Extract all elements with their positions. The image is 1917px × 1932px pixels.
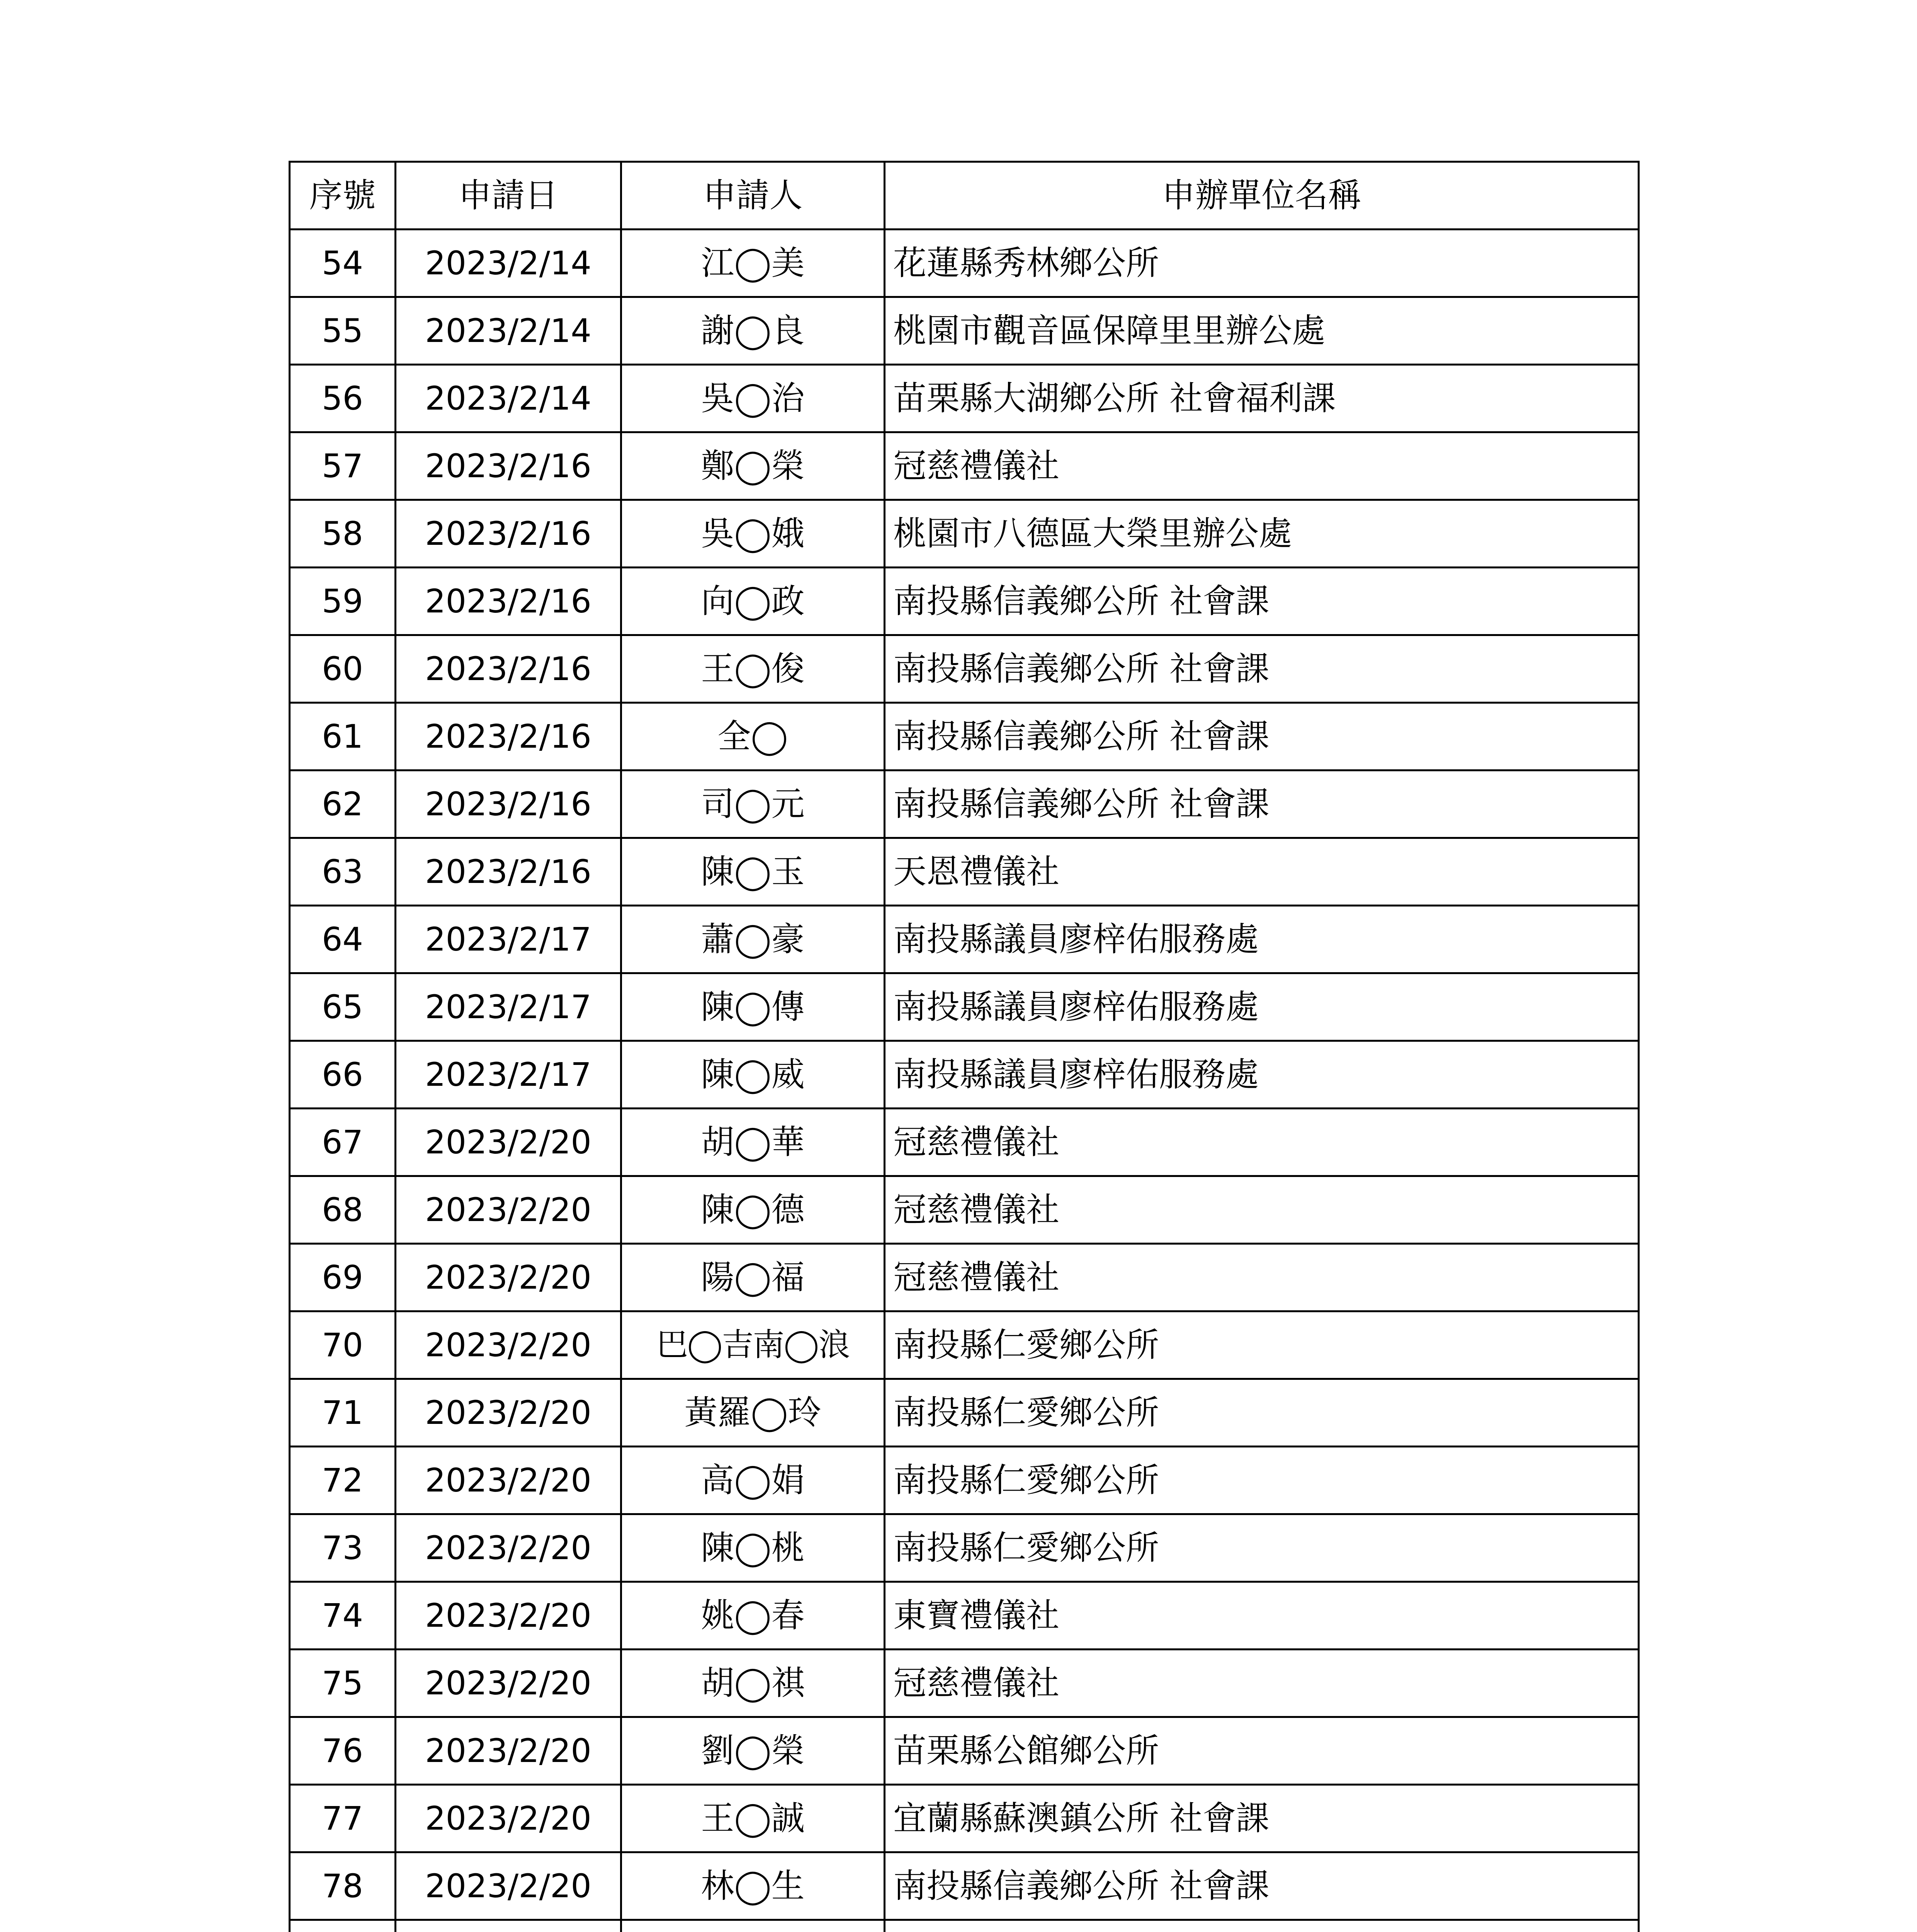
cell-date: 2023/2/20 [396, 1176, 621, 1244]
cell-date: 2023/2/17 [396, 973, 621, 1041]
cell-unit: 苗栗縣大湖鄉公所 社會福利課 [885, 365, 1639, 432]
table-row [290, 635, 1639, 703]
cell-applicant: 巴◯吉南◯浪 [621, 1311, 885, 1379]
cell-date: 2023/2/20 [396, 1514, 621, 1582]
table-row [290, 500, 1639, 568]
cell-seq: 61 [290, 703, 396, 770]
cell-date: 2023/2/16 [396, 568, 621, 635]
cell-seq: 69 [290, 1244, 396, 1311]
cell-applicant: 蕭◯豪 [621, 906, 885, 973]
cell-applicant: 謝◯良 [621, 297, 885, 365]
cell-seq: 66 [290, 1041, 396, 1109]
cell-unit: 桃園市觀音區保障里里辦公處 [885, 297, 1639, 365]
cell-seq: 57 [290, 432, 396, 500]
table-row [290, 770, 1639, 838]
cell-seq: 74 [290, 1582, 396, 1650]
cell-applicant: 姚◯春 [621, 1582, 885, 1650]
cell-applicant: 劉◯榮 [621, 1717, 885, 1785]
cell-applicant: 司◯元 [621, 770, 885, 838]
cell-seq: 67 [290, 1109, 396, 1176]
table-row [290, 1244, 1639, 1311]
table-row [290, 1650, 1639, 1717]
cell-date: 2023/2/14 [396, 297, 621, 365]
cell-applicant: 王◯誠 [621, 1785, 885, 1852]
cell-unit: 天恩禮儀社 [885, 838, 1639, 906]
table-row [290, 1582, 1639, 1650]
cell-date: 2023/2/20 [396, 1582, 621, 1650]
table-row [290, 568, 1639, 635]
cell-unit: 南投縣信義鄉公所 社會課 [885, 770, 1639, 838]
cell-seq: 65 [290, 973, 396, 1041]
cell-unit: 宜蘭縣蘇澳鎮公所 社會課 [885, 1785, 1639, 1852]
cell-seq: 77 [290, 1785, 396, 1852]
cell-applicant: 陳◯玉 [621, 838, 885, 906]
cell-seq: 64 [290, 906, 396, 973]
cell-date: 2023/2/20 [396, 1852, 621, 1920]
table-row [290, 906, 1639, 973]
cell-applicant: 吳◯治 [621, 365, 885, 432]
cell-seq: 78 [290, 1852, 396, 1920]
cell-applicant: 胡◯祺 [621, 1650, 885, 1717]
cell-seq: 60 [290, 635, 396, 703]
cell-seq: 68 [290, 1176, 396, 1244]
cell-applicant: 陳◯桃 [621, 1514, 885, 1582]
cell-applicant: 全◯ [621, 703, 885, 770]
table-row [290, 297, 1639, 365]
table-row [290, 230, 1639, 297]
cell-unit: 花蓮縣秀林鄉公所 [885, 230, 1639, 297]
cell-date: 2023/2/14 [396, 365, 621, 432]
cell-seq: 73 [290, 1514, 396, 1582]
cell-unit: 苗栗縣公館鄉公所 [885, 1717, 1639, 1785]
header-seq: 序號 [290, 162, 396, 230]
cell-date: 2023/2/16 [396, 838, 621, 906]
cell-seq: 55 [290, 297, 396, 365]
cell-unit: 南投縣議員廖梓佑服務處 [885, 1041, 1639, 1109]
cell-applicant: 陽◯福 [621, 1244, 885, 1311]
cell-applicant: 高◯娟 [621, 1447, 885, 1514]
cell-date: 2023/2/16 [396, 500, 621, 568]
cell-date: 2023/2/16 [396, 703, 621, 770]
cell-unit: 南投縣仁愛鄉公所 [885, 1311, 1639, 1379]
cell-seq: 63 [290, 838, 396, 906]
table-header-row [290, 162, 1639, 230]
cell-date: 2023/2/17 [396, 1041, 621, 1109]
table-row [290, 1176, 1639, 1244]
table-row [290, 365, 1639, 432]
cell-seq: 71 [290, 1379, 396, 1447]
cell-applicant: 向◯政 [621, 568, 885, 635]
cell-applicant: 黃羅◯玲 [621, 1379, 885, 1447]
cell-seq: 75 [290, 1650, 396, 1717]
table-row [290, 1109, 1639, 1176]
table-row [290, 703, 1639, 770]
cell-unit: 南投縣仁愛鄉公所 [885, 1447, 1639, 1514]
cell-unit: 南投縣信義鄉公所 社會課 [885, 1852, 1639, 1920]
cell-date: 2023/2/20 [396, 1311, 621, 1379]
cell-applicant: 胡◯華 [621, 1109, 885, 1176]
cell-unit: 冠慈禮儀社 [885, 1244, 1639, 1311]
cell-date: 2023/2/16 [396, 432, 621, 500]
table-row [290, 1379, 1639, 1447]
table-row [290, 1852, 1639, 1920]
cell-unit [885, 1920, 1639, 1932]
cell-unit: 冠慈禮儀社 [885, 1109, 1639, 1176]
cell-seq: 76 [290, 1717, 396, 1785]
table-row [290, 1920, 1639, 1932]
cell-applicant: 林◯生 [621, 1852, 885, 1920]
cell-unit: 南投縣信義鄉公所 社會課 [885, 635, 1639, 703]
cell-applicant: 陳◯威 [621, 1041, 885, 1109]
cell-unit: 南投縣仁愛鄉公所 [885, 1379, 1639, 1447]
table-row [290, 838, 1639, 906]
cell-date: 2023/2/16 [396, 635, 621, 703]
cell-applicant: 陳◯傳 [621, 973, 885, 1041]
cell-applicant: 陳◯德 [621, 1176, 885, 1244]
cell-unit: 冠慈禮儀社 [885, 432, 1639, 500]
cell-unit: 南投縣議員廖梓佑服務處 [885, 973, 1639, 1041]
cell-applicant: 江◯美 [621, 230, 885, 297]
cell-seq: 72 [290, 1447, 396, 1514]
cell-seq: 59 [290, 568, 396, 635]
table-row [290, 1311, 1639, 1379]
cell-seq: 70 [290, 1311, 396, 1379]
table-body [290, 230, 1639, 1932]
table-row [290, 432, 1639, 500]
application-table [289, 161, 1640, 1932]
cell-applicant: 王◯俊 [621, 635, 885, 703]
header-date: 申請日 [396, 162, 621, 230]
table-row [290, 1785, 1639, 1852]
cell-date: 2023/2/20 [396, 1447, 621, 1514]
cell-unit: 東寶禮儀社 [885, 1582, 1639, 1650]
table-row [290, 1041, 1639, 1109]
cell-date: 2023/2/17 [396, 906, 621, 973]
cell-seq: 62 [290, 770, 396, 838]
table-row [290, 1514, 1639, 1582]
header-unit: 申辦單位名稱 [885, 162, 1639, 230]
cell-applicant: 鄭◯榮 [621, 432, 885, 500]
cell-date: 2023/2/20 [396, 1717, 621, 1785]
cell-date: 2023/2/20 [396, 1650, 621, 1717]
cell-date: 2023/2/20 [396, 1785, 621, 1852]
cell-unit: 南投縣信義鄉公所 社會課 [885, 703, 1639, 770]
cell-seq: 56 [290, 365, 396, 432]
cell-applicant: 吳◯娥 [621, 500, 885, 568]
cell-date: 2023/2/14 [396, 230, 621, 297]
cell-seq: 58 [290, 500, 396, 568]
table-row [290, 1447, 1639, 1514]
cell-unit: 桃園市八德區大榮里辦公處 [885, 500, 1639, 568]
table-row [290, 973, 1639, 1041]
cell-unit: 冠慈禮儀社 [885, 1176, 1639, 1244]
table-row [290, 1717, 1639, 1785]
cell-unit: 冠慈禮儀社 [885, 1650, 1639, 1717]
cell-unit: 南投縣議員廖梓佑服務處 [885, 906, 1639, 973]
cell-seq: 54 [290, 230, 396, 297]
cell-date: 2023/2/20 [396, 1109, 621, 1176]
header-applicant: 申請人 [621, 162, 885, 230]
cell-date: 2023/2/16 [396, 770, 621, 838]
cell-date [396, 1920, 621, 1932]
cell-unit: 南投縣信義鄉公所 社會課 [885, 568, 1639, 635]
cell-date: 2023/2/20 [396, 1244, 621, 1311]
cell-seq [290, 1920, 396, 1932]
cell-unit: 南投縣仁愛鄉公所 [885, 1514, 1639, 1582]
cell-date: 2023/2/20 [396, 1379, 621, 1447]
cell-applicant [621, 1920, 885, 1932]
